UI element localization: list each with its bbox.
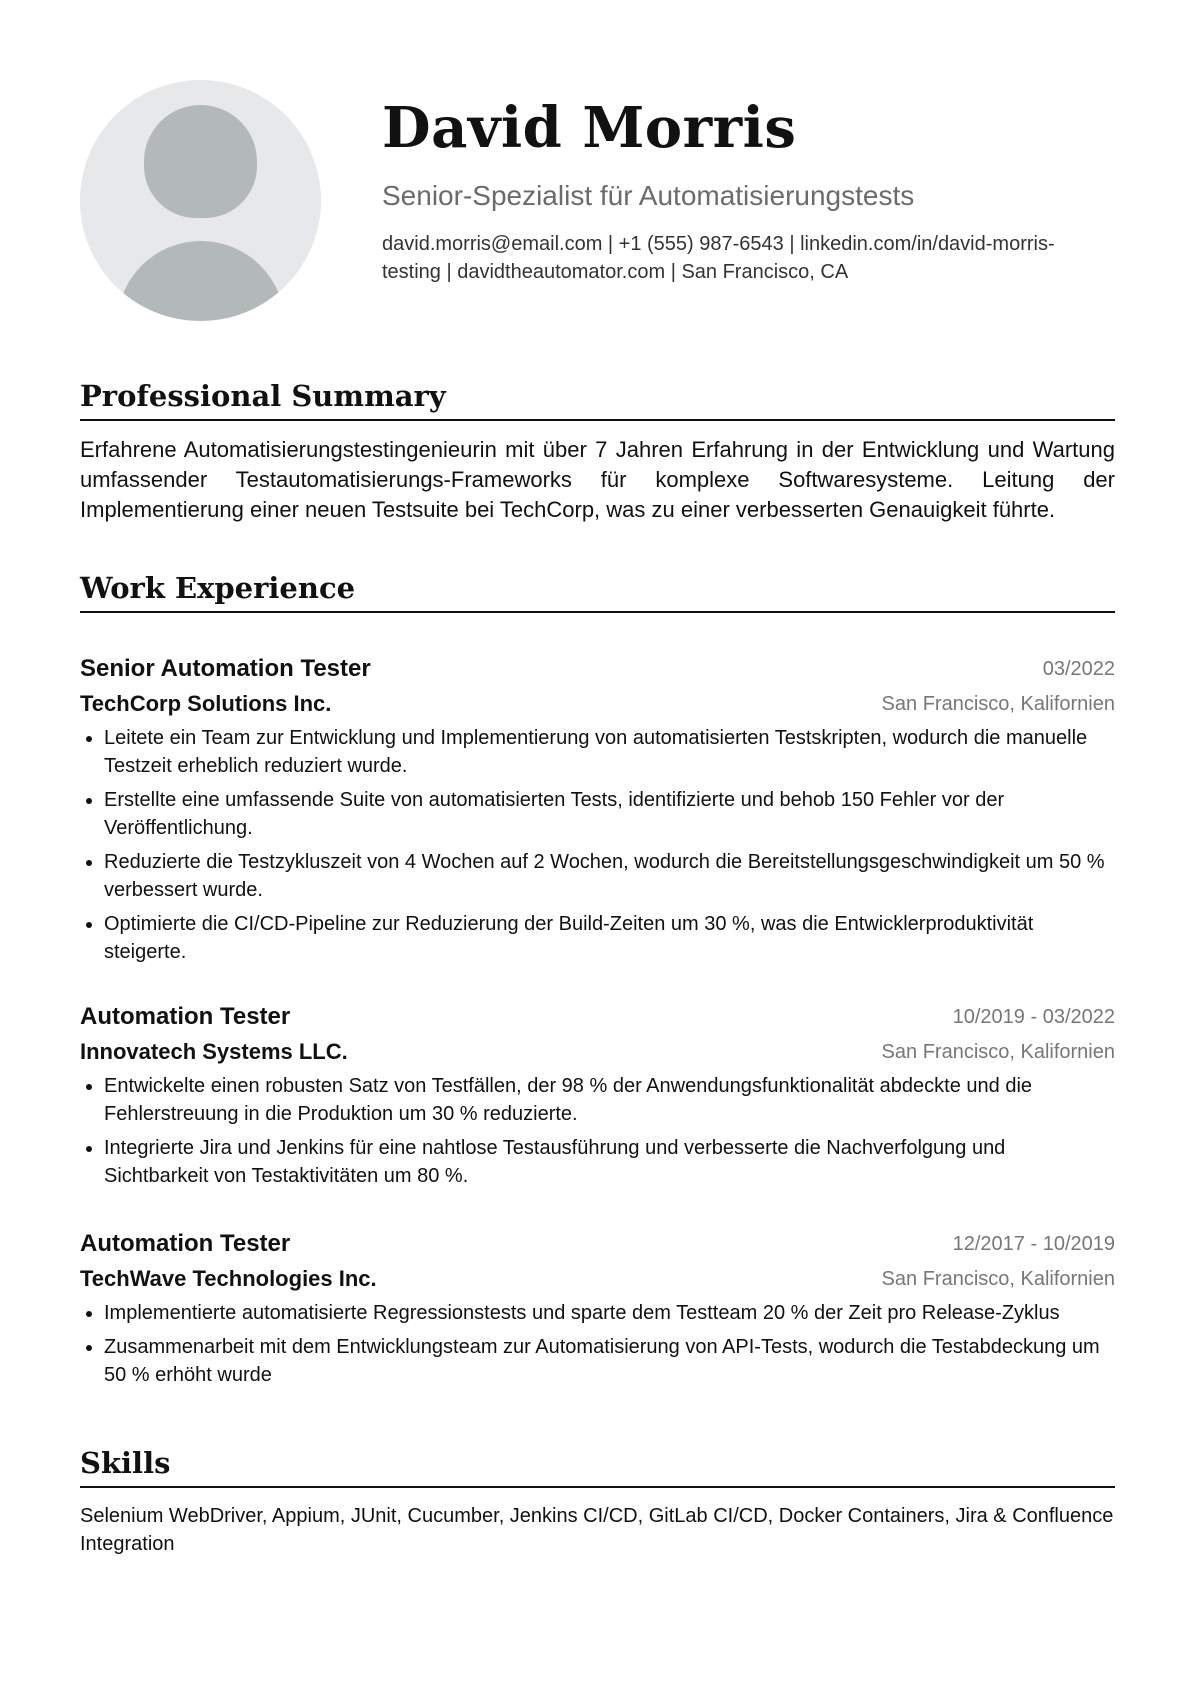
list-item: Implementierte automatisierte Regressionstests und sparte dem Testteam 20 % der Zeit pro Release-Zyklus xyxy=(80,1299,1115,1327)
avatar-head-shape xyxy=(144,105,257,218)
job-location: San Francisco, Kalifornien xyxy=(881,693,1115,715)
skills-title: Skills xyxy=(80,1444,1115,1488)
job-title: Automation Tester xyxy=(80,1003,291,1030)
job-bullets xyxy=(80,1072,1115,1190)
list-item: Entwickelte einen robusten Satz von Testfällen, der 98 % der Anwendungsfunktionalität abdeckte und die Fehlerstreuung in die Produktion um 30 % reduzierte. xyxy=(80,1072,1115,1128)
job-location: San Francisco, Kalifornien xyxy=(881,1041,1115,1063)
job-date: 10/2019 - 03/2022 xyxy=(952,1006,1115,1028)
experience-section xyxy=(80,569,1115,613)
job-company: Innovatech Systems LLC. xyxy=(80,1039,348,1064)
job-bullets xyxy=(80,724,1115,966)
job-entry xyxy=(80,652,1115,972)
summary-text: Erfahrene Automatisierungstestingenieurin mit über 7 Jahren Erfahrung in der Entwicklung und Wartung umfassender Testautomatisierungs-Frameworks für komplexe Softwaresysteme. Leitung der Implementierung einer neuen Testsuite bei TechCorp, was zu einer verbesserten Genauigkeit führte. xyxy=(80,437,1115,522)
summary-section xyxy=(80,377,1115,525)
list-item: Erstellte eine umfassende Suite von automatisierten Tests, identifizierte und behob 150 Fehler vor der Veröffentlichung. xyxy=(80,786,1115,842)
summary-title: Professional Summary xyxy=(80,377,1115,421)
job-entry xyxy=(80,1000,1115,1196)
job-date: 03/2022 xyxy=(1042,658,1115,680)
job-company: TechCorp Solutions Inc. xyxy=(80,691,332,716)
list-item: Integrierte Jira und Jenkins für eine nahtlose Testausführung und verbesserte die Nachverfolgung und Sichtbarkeit von Testaktivitäten um 80 %. xyxy=(80,1134,1115,1190)
job-location: San Francisco, Kalifornien xyxy=(881,1268,1115,1290)
list-item: Reduzierte die Testzykluszeit von 4 Wochen auf 2 Wochen, wodurch die Bereitstellungsgeschwindigkeit um 50 % verbessert wurde. xyxy=(80,848,1115,904)
list-item: Leitete ein Team zur Entwicklung und Implementierung von automatisierten Testskripten, wodurch die manuelle Testzeit erheblich reduziert wurde. xyxy=(80,724,1115,780)
job-entry xyxy=(80,1227,1115,1395)
list-item: Optimierte die CI/CD-Pipeline zur Reduzierung der Build-Zeiten um 30 %, was die Entwicklerproduktivität steigerte. xyxy=(80,910,1115,966)
candidate-subtitle: Senior-Spezialist für Automatisierungstests xyxy=(382,180,915,211)
candidate-name: David Morris xyxy=(382,95,797,161)
contact-info: david.morris@email.com | +1 (555) 987-6543 | linkedin.com/in/david-morris-testing | davidtheautomator.com | San Francisco, CA xyxy=(382,233,1055,283)
skills-section xyxy=(80,1444,1115,1558)
list-item: Zusammenarbeit mit dem Entwicklungsteam zur Automatisierung von API-Tests, wodurch die Testabdeckung um 50 % erhöht wurde xyxy=(80,1333,1115,1389)
user-placeholder-icon xyxy=(80,80,321,321)
experience-title: Work Experience xyxy=(80,569,1115,613)
job-bullets xyxy=(80,1299,1115,1389)
skills-text: Selenium WebDriver, Appium, JUnit, Cucumber, Jenkins CI/CD, GitLab CI/CD, Docker Containers, Jira & Confluence Integration xyxy=(80,1505,1114,1555)
job-date: 12/2017 - 10/2019 xyxy=(952,1233,1115,1255)
avatar-body-shape xyxy=(117,241,285,321)
job-title: Senior Automation Tester xyxy=(80,655,371,682)
job-company: TechWave Technologies Inc. xyxy=(80,1266,377,1291)
job-title: Automation Tester xyxy=(80,1230,291,1257)
